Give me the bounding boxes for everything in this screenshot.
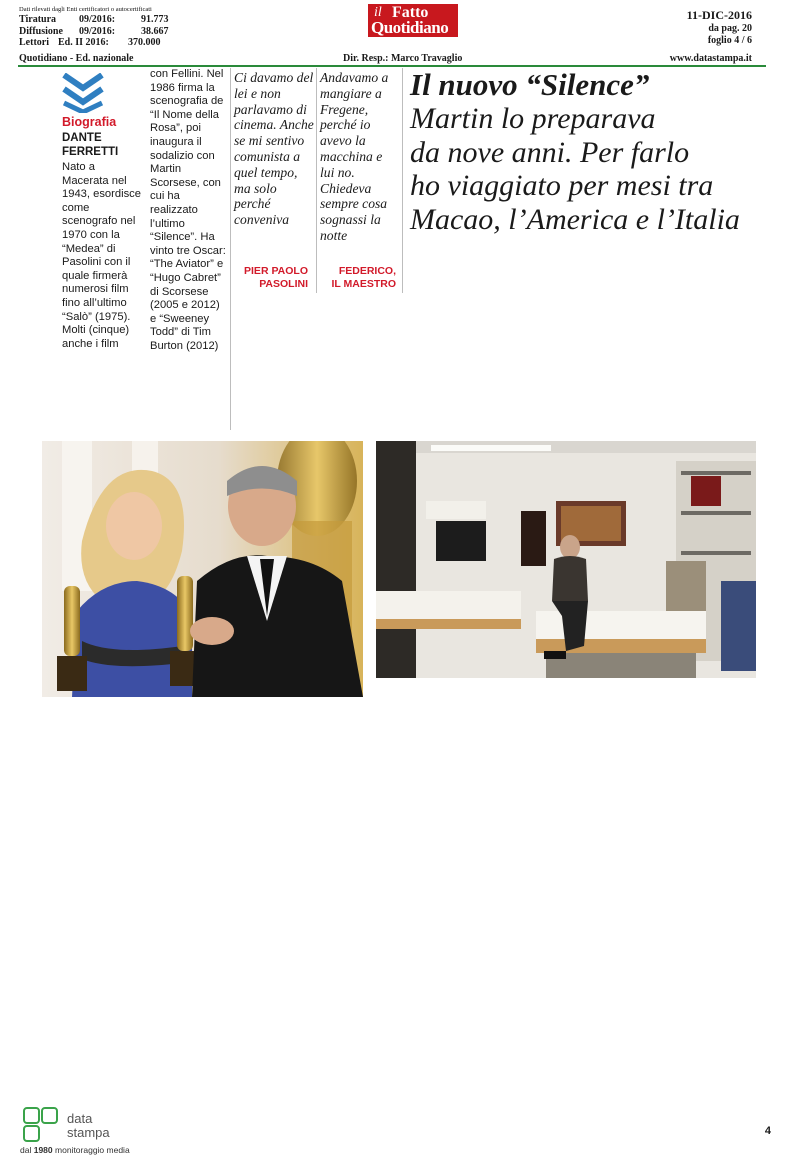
attribution-line: PASOLINI xyxy=(259,278,308,290)
bio-column-1: Nato a Macerata nel 1943, esordisce come scenografo nel 1970 con la “Medea” di Pasolini con il quale firmerà numerosi film fino all’ultimo “Salò” (1975). Molti (cinque) anche i film xyxy=(62,161,141,350)
page-reference: da pag. 20 xyxy=(708,23,752,34)
header-divider xyxy=(18,65,766,67)
stat-row-diffusione xyxy=(19,26,169,38)
director-line: Dir. Resp.: Marco Travaglio xyxy=(343,53,463,64)
headline-line: ho viaggiato per mesi tra xyxy=(410,169,714,202)
circulation-stats xyxy=(19,14,169,49)
attribution-line: IL MAESTRO xyxy=(331,278,396,290)
brand-tagline xyxy=(20,1145,130,1155)
tagline-year: 1980 xyxy=(33,1145,53,1155)
sheet-number: foglio 4 / 6 xyxy=(707,35,752,46)
quote-fellini: Andavamo a mangiare a Fregene, perché io avevo la macchina e lui no. Chiedeva sempre cosa sognassi la notte xyxy=(320,70,389,243)
stat-period: 09/2016: xyxy=(79,14,116,25)
bio-last-name: FERRETTI xyxy=(62,146,119,158)
article-headline xyxy=(410,68,770,236)
stat-label: Tiratura xyxy=(19,14,57,25)
oscar-photo-illustration xyxy=(42,441,363,697)
headline-title: Il nuovo “Silence” xyxy=(410,67,650,102)
logo-word-il: il xyxy=(374,5,382,20)
stat-label: Diffusione xyxy=(19,25,63,37)
stat-period: 09/2016: xyxy=(79,25,116,37)
bio-name xyxy=(62,131,118,159)
column-divider xyxy=(402,68,403,293)
quote-pasolini: Ci davamo del lei e non parlavamo di cinema. Anche se mi sentivo comunista a quel tempo, ma solo perché conveniva xyxy=(234,70,314,228)
stat-label: Lettori xyxy=(19,37,49,48)
bio-kicker: Biografia xyxy=(62,115,117,129)
logo-word-fatto: Fatto xyxy=(392,4,429,21)
tagline-prefix: dal xyxy=(20,1145,32,1155)
newspaper-logo xyxy=(368,4,458,37)
column-divider xyxy=(316,68,317,293)
studio-photo-illustration xyxy=(376,441,756,678)
issue-date: 11-DIC-2016 xyxy=(686,8,752,22)
brand-word-data: data xyxy=(67,1111,93,1126)
stat-row-tiratura xyxy=(19,14,169,26)
stat-value: 91.773 xyxy=(141,14,169,25)
stat-value: 370.000 xyxy=(128,37,161,48)
page-number: 4 xyxy=(764,1125,771,1137)
studio-portrait-photo xyxy=(376,441,756,678)
quote-attribution-pasolini xyxy=(230,265,308,291)
header-right-block xyxy=(687,8,752,47)
oscar-ceremony-photo xyxy=(42,441,363,697)
attribution-line: PIER PAOLO xyxy=(244,265,308,277)
bio-first-name: DANTE xyxy=(62,132,102,144)
headline-line: Martin lo preparava xyxy=(410,102,656,135)
website-link[interactable]: www.datastampa.it xyxy=(669,53,752,64)
bio-column-2: con Fellini. Nel 1986 firma la scenografia de “Il Nome della Rosa”, poi inaugura il sodalizio con Martin Scorsese, con cui ha realizzato l’ultimo “Silence”. Ha vinto tre Oscar: “The Aviator” e “Hugo Cabret” di Scorsese (2005 e 2012) e “Sweeney Todd” di Tim Burton (2012) xyxy=(150,68,226,352)
headline-line: da nove anni. Per farlo xyxy=(410,135,690,169)
chevron-down-icon xyxy=(62,73,104,113)
header-note: Dati rilevati dagli Enti certificatori o autocertificati xyxy=(19,6,152,13)
stat-period: Ed. II 2016: xyxy=(58,37,109,48)
headline-line: Macao, l’America e l’Italia xyxy=(410,202,740,236)
stat-row-lettori xyxy=(19,37,169,49)
quote-attribution-fellini xyxy=(318,265,396,291)
logo-word-quotidiano: Quotidiano xyxy=(371,18,449,37)
publication-source: Quotidiano - Ed. nazionale xyxy=(19,53,134,64)
tagline-rest: monitoraggio media xyxy=(55,1145,130,1155)
attribution-line: FEDERICO, xyxy=(338,265,396,277)
stat-value: 38.667 xyxy=(141,25,169,37)
brand-word-stampa: stampa xyxy=(67,1125,110,1140)
column-divider xyxy=(230,68,231,430)
